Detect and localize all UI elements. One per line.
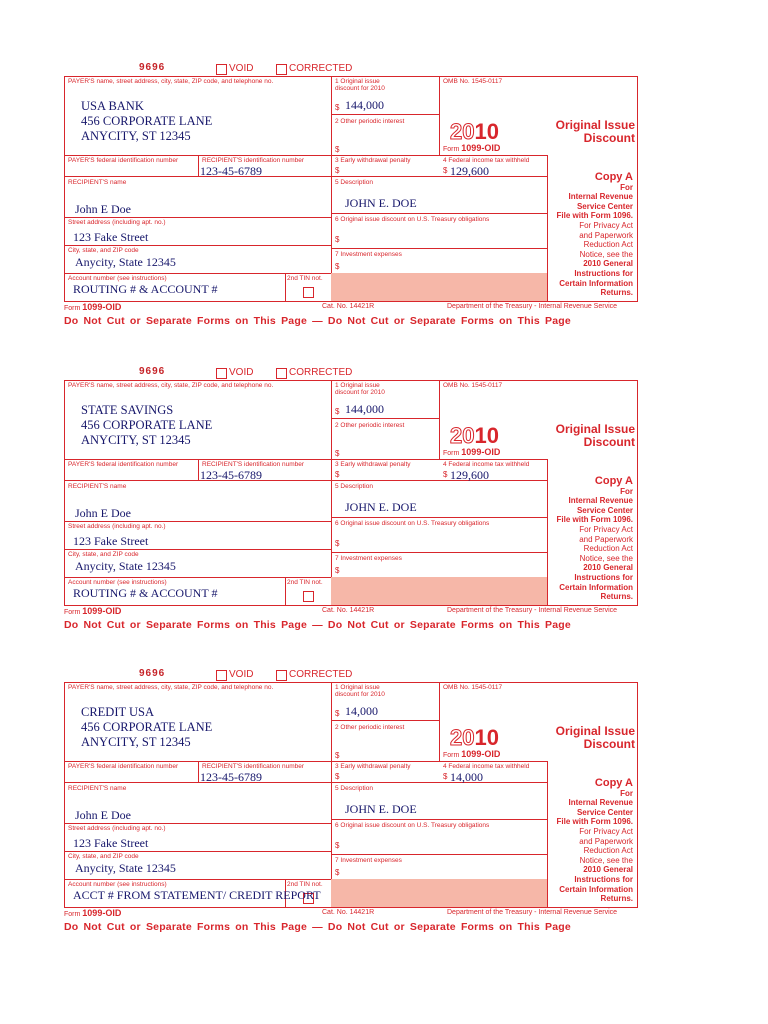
form-code: 9696 <box>139 668 166 679</box>
recipient-name-label: RECIPIENT'S name <box>68 785 127 792</box>
box2-label: 2 Other periodic interest <box>335 422 405 429</box>
box3-dollar: $ <box>335 166 340 175</box>
box2-dollar: $ <box>335 449 340 458</box>
recipient-name-label: RECIPIENT'S name <box>68 179 127 186</box>
form-1099-oid-1 <box>64 62 638 331</box>
corrected-label: CORRECTED <box>289 669 353 680</box>
box7-dollar: $ <box>335 868 340 877</box>
form-title: Original Issue Discount <box>555 724 635 751</box>
box6-label: 6 Original issue discount on U.S. Treasury obligations <box>335 216 490 223</box>
payer-street[interactable]: 456 CORPORATE LANE <box>81 720 213 734</box>
box4-label: 4 Federal income tax withheld <box>443 763 530 770</box>
recipient-id[interactable]: 123-45-6789 <box>200 164 262 178</box>
box5-label: 5 Description <box>335 179 373 186</box>
payer-name[interactable]: CREDIT USA <box>81 705 155 719</box>
form-title: Original Issue Discount <box>555 118 635 145</box>
box1-dollar: $ <box>335 407 340 416</box>
recipient-name[interactable]: John E Doe <box>75 808 131 822</box>
void-label: VOID <box>229 63 254 74</box>
account-label: Account number (see instructions) <box>68 275 167 282</box>
box4-amount[interactable]: 14,000 <box>450 770 483 784</box>
payer-label: PAYER'S name, street address, city, state, ZIP code, and telephone no. <box>68 78 274 85</box>
form-grid <box>64 682 638 908</box>
box7-label: 7 Investment expenses <box>335 555 402 562</box>
department-line: Department of the Treasury - Internal Revenue Service <box>447 303 618 310</box>
second-tin-label: 2nd TIN not. <box>287 579 323 586</box>
box1-label: 1 Original issue discount for 2010 <box>335 684 385 698</box>
cat-number: Cat. No. 14421R <box>322 909 375 916</box>
recipient-name[interactable]: John E Doe <box>75 506 131 520</box>
form-grid <box>64 76 638 302</box>
department-line: Department of the Treasury - Internal Revenue Service <box>447 909 618 916</box>
shaded-area <box>331 577 547 605</box>
tax-year: 2010 <box>450 119 499 144</box>
box3-dollar: $ <box>335 470 340 479</box>
box6-label: 6 Original issue discount on U.S. Treasury obligations <box>335 822 490 829</box>
void-label: VOID <box>229 367 254 378</box>
box3-label: 3 Early withdrawal penalty <box>335 157 411 164</box>
omb-number: OMB No. 1545-0117 <box>443 684 503 691</box>
box3-label: 3 Early withdrawal penalty <box>335 461 411 468</box>
form-header <box>64 668 638 682</box>
void-label: VOID <box>229 669 254 680</box>
city-label: City, state, and ZIP code <box>68 247 139 254</box>
form-number-footer: Form 1099-OID <box>64 606 122 616</box>
cat-number: Cat. No. 14421R <box>322 607 375 614</box>
city-label: City, state, and ZIP code <box>68 853 139 860</box>
corrected-checkbox[interactable] <box>276 670 287 681</box>
second-tin-checkbox[interactable] <box>303 591 314 602</box>
form-number-top: Form 1099-OID <box>443 749 501 759</box>
recipient-street[interactable]: 123 Fake Street <box>73 836 149 850</box>
box4-dollar: $ <box>443 772 448 781</box>
copy-a-block: Copy A For Internal Revenue Service Center File with Form 1096. For Privacy Act and Paperwork Reduction Act Notice, see the 2010 General Instructions for Certain Information Returns. <box>556 171 633 298</box>
void-checkbox[interactable] <box>216 368 227 379</box>
do-not-cut-notice: Do Not Cut or Separate Forms on This Page — Do Not Cut or Separate Forms on This Page <box>64 619 571 631</box>
copy-a-block: Copy A For Internal Revenue Service Center File with Form 1096. For Privacy Act and Paperwork Reduction Act Notice, see the 2010 General Instructions for Certain Information Returns. <box>556 475 633 602</box>
box1-amount[interactable]: 144,000 <box>345 98 384 112</box>
account-number[interactable]: ACCT # FROM STATEMENT/ CREDIT REPORT <box>73 888 321 902</box>
form-number-footer: Form 1099-OID <box>64 908 122 918</box>
account-number[interactable]: ROUTING # & ACCOUNT # <box>73 586 218 600</box>
payer-name[interactable]: STATE SAVINGS <box>81 403 174 417</box>
box3-label: 3 Early withdrawal penalty <box>335 763 411 770</box>
corrected-checkbox[interactable] <box>276 64 287 75</box>
recipient-city[interactable]: Anycity, State 12345 <box>75 559 176 573</box>
recipient-id-label: RECIPIENT'S identification number <box>202 461 305 468</box>
box4-amount[interactable]: 129,600 <box>450 164 489 178</box>
box6-dollar: $ <box>335 235 340 244</box>
shaded-area <box>331 273 547 301</box>
payer-fed-id-label: PAYER'S federal identification number <box>68 461 179 468</box>
box2-dollar: $ <box>335 751 340 760</box>
omb-number: OMB No. 1545-0117 <box>443 382 503 389</box>
box5-label: 5 Description <box>335 785 373 792</box>
form-1099-oid-2 <box>64 366 638 635</box>
recipient-city[interactable]: Anycity, State 12345 <box>75 861 176 875</box>
payer-city[interactable]: ANYCITY, ST 12345 <box>81 735 191 749</box>
recipient-id-label: RECIPIENT'S identification number <box>202 763 305 770</box>
payer-name[interactable]: USA BANK <box>81 99 144 113</box>
box6-label: 6 Original issue discount on U.S. Treasury obligations <box>335 520 490 527</box>
form-header <box>64 62 638 76</box>
payer-street[interactable]: 456 CORPORATE LANE <box>81 418 213 432</box>
description[interactable]: JOHN E. DOE <box>345 196 417 210</box>
corrected-checkbox[interactable] <box>276 368 287 379</box>
corrected-label: CORRECTED <box>289 367 353 378</box>
recipient-street[interactable]: 123 Fake Street <box>73 230 149 244</box>
box6-dollar: $ <box>335 539 340 548</box>
box1-label: 1 Original issue discount for 2010 <box>335 382 385 396</box>
description[interactable]: JOHN E. DOE <box>345 500 417 514</box>
void-checkbox[interactable] <box>216 64 227 75</box>
form-number-top: Form 1099-OID <box>443 143 501 153</box>
box3-dollar: $ <box>335 772 340 781</box>
payer-city[interactable]: ANYCITY, ST 12345 <box>81 129 191 143</box>
copy-a-block: Copy A For Internal Revenue Service Center File with Form 1096. For Privacy Act and Paperwork Reduction Act Notice, see the 2010 General Instructions for Certain Information Returns. <box>556 777 633 904</box>
box2-label: 2 Other periodic interest <box>335 724 405 731</box>
box7-label: 7 Investment expenses <box>335 251 402 258</box>
payer-fed-id-label: PAYER'S federal identification number <box>68 157 179 164</box>
cat-number: Cat. No. 14421R <box>322 303 375 310</box>
box7-dollar: $ <box>335 262 340 271</box>
void-checkbox[interactable] <box>216 670 227 681</box>
form-number-footer: Form 1099-OID <box>64 302 122 312</box>
payer-fed-id-label: PAYER'S federal identification number <box>68 763 179 770</box>
box6-dollar: $ <box>335 841 340 850</box>
department-line: Department of the Treasury - Internal Revenue Service <box>447 607 618 614</box>
payer-label: PAYER'S name, street address, city, state, ZIP code, and telephone no. <box>68 684 274 691</box>
recipient-name[interactable]: John E Doe <box>75 202 131 216</box>
form-code: 9696 <box>139 366 166 377</box>
second-tin-label: 2nd TIN not. <box>287 275 323 282</box>
box4-label: 4 Federal income tax withheld <box>443 157 530 164</box>
form-number-top: Form 1099-OID <box>443 447 501 457</box>
box1-amount[interactable]: 14,000 <box>345 704 378 718</box>
street-label: Street address (including apt. no.) <box>68 219 166 226</box>
payer-label: PAYER'S name, street address, city, state, ZIP code, and telephone no. <box>68 382 274 389</box>
payer-street[interactable]: 456 CORPORATE LANE <box>81 114 213 128</box>
recipient-street[interactable]: 123 Fake Street <box>73 534 149 548</box>
corrected-label: CORRECTED <box>289 63 353 74</box>
form-1099-oid-3 <box>64 668 638 937</box>
account-label: Account number (see instructions) <box>68 881 167 888</box>
box4-amount[interactable]: 129,600 <box>450 468 489 482</box>
second-tin-checkbox[interactable] <box>303 287 314 298</box>
form-title: Original Issue Discount <box>555 422 635 449</box>
do-not-cut-notice: Do Not Cut or Separate Forms on This Page — Do Not Cut or Separate Forms on This Page <box>64 921 571 933</box>
account-number[interactable]: ROUTING # & ACCOUNT # <box>73 282 218 296</box>
box1-amount[interactable]: 144,000 <box>345 402 384 416</box>
box2-dollar: $ <box>335 145 340 154</box>
form-header <box>64 366 638 380</box>
tax-year: 2010 <box>450 423 499 448</box>
description[interactable]: JOHN E. DOE <box>345 802 417 816</box>
recipient-id[interactable]: 123-45-6789 <box>200 468 262 482</box>
second-tin-label: 2nd TIN not. <box>287 881 323 888</box>
box1-dollar: $ <box>335 103 340 112</box>
recipient-id[interactable]: 123-45-6789 <box>200 770 262 784</box>
box4-dollar: $ <box>443 166 448 175</box>
box7-dollar: $ <box>335 566 340 575</box>
account-label: Account number (see instructions) <box>68 579 167 586</box>
shaded-area <box>331 879 547 907</box>
tax-year: 2010 <box>450 725 499 750</box>
box1-dollar: $ <box>335 709 340 718</box>
recipient-name-label: RECIPIENT'S name <box>68 483 127 490</box>
payer-city[interactable]: ANYCITY, ST 12345 <box>81 433 191 447</box>
box4-label: 4 Federal income tax withheld <box>443 461 530 468</box>
do-not-cut-notice: Do Not Cut or Separate Forms on This Page — Do Not Cut or Separate Forms on This Page <box>64 315 571 327</box>
box7-label: 7 Investment expenses <box>335 857 402 864</box>
box1-label: 1 Original issue discount for 2010 <box>335 78 385 92</box>
box5-label: 5 Description <box>335 483 373 490</box>
city-label: City, state, and ZIP code <box>68 551 139 558</box>
recipient-id-label: RECIPIENT'S identification number <box>202 157 305 164</box>
recipient-city[interactable]: Anycity, State 12345 <box>75 255 176 269</box>
form-code: 9696 <box>139 62 166 73</box>
street-label: Street address (including apt. no.) <box>68 523 166 530</box>
box4-dollar: $ <box>443 470 448 479</box>
omb-number: OMB No. 1545-0117 <box>443 78 503 85</box>
box2-label: 2 Other periodic interest <box>335 118 405 125</box>
form-grid <box>64 380 638 606</box>
street-label: Street address (including apt. no.) <box>68 825 166 832</box>
